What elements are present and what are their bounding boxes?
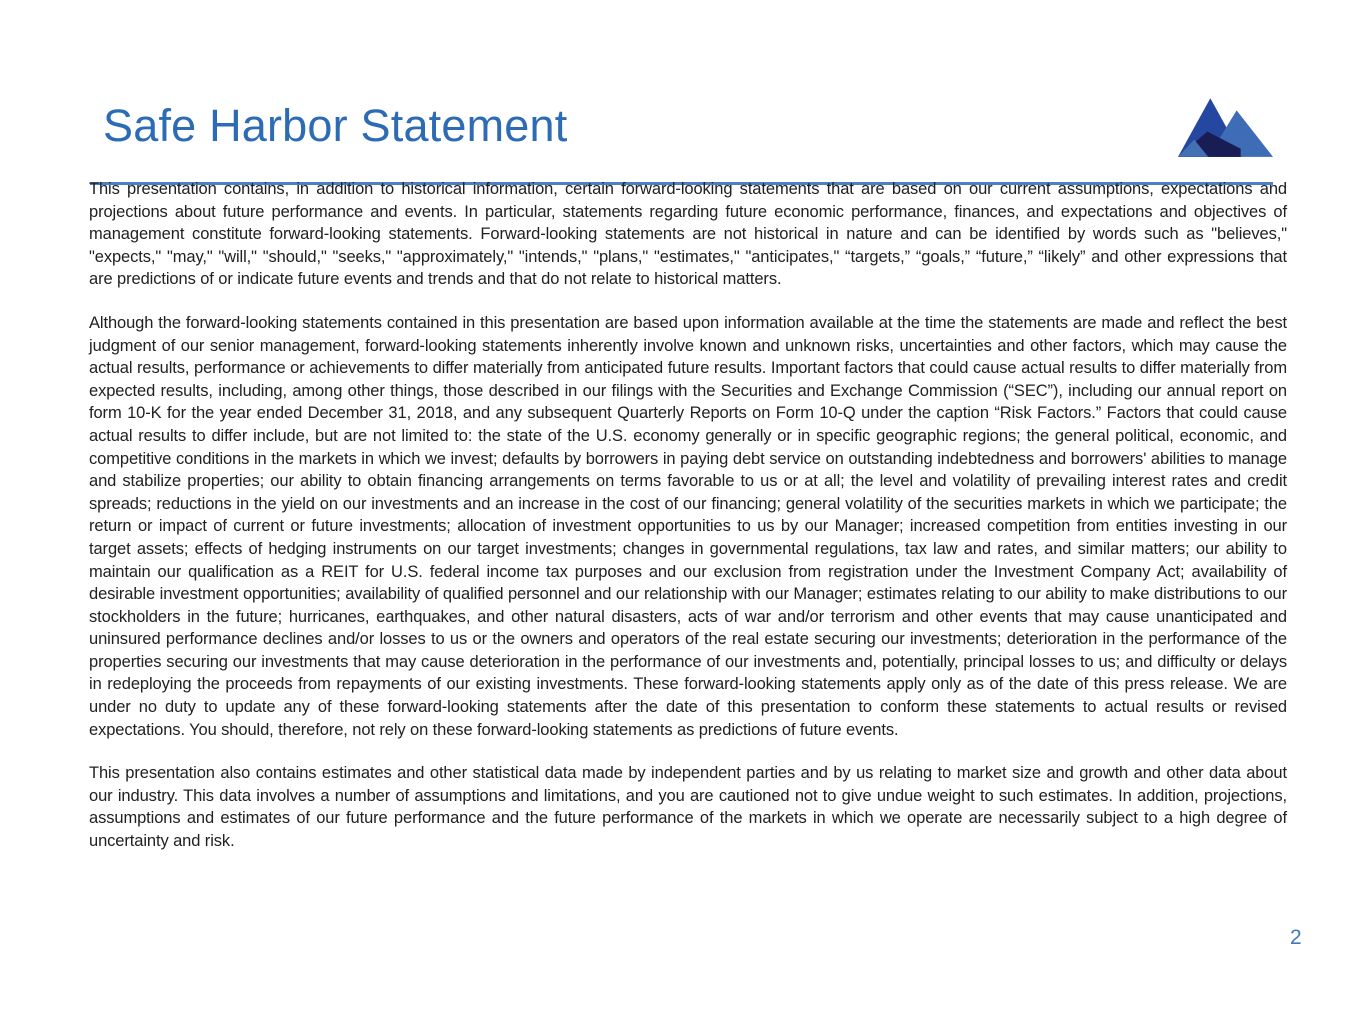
mountain-logo-icon: [1178, 95, 1273, 158]
body-paragraph: This presentation contains, in addition to historical information, certain forward-looking statements that are based on our current assumptions, expectations and projections about future performance and events. In particular, statements regarding future economic performance, finances, and expectations and objectives of management constitute forward-looking statements. Forward-looking statements are not historical in nature and can be identified by words such as "believes," "expects," "may," "will," "should," "seeks," "approximately," "intends," "plans," "estimates," "anticipates," “targets,” “goals,” “future,” “likely” and other expressions that are predictions of or indicate future events and trends and that do not relate to historical matters.: [89, 180, 1287, 289]
body-paragraph: Although the forward-looking statements contained in this presentation are based upon information available at the time the statements are made and reflect the best judgment of our senior management, forward-looking statements inherently involve known and unknown risks, uncertainties and other factors, which may cause the actual results, performance or achievements to differ materially from anticipated future results. Important factors that could cause actual results to differ materially from expected results, including, among other things, those described in our filings with the Securities and Exchange Commission (“SEC”), including our annual report on form 10-K for the year ended December 31, 2018, and any subsequent Quarterly Reports on Form 10-Q under the caption “Risk Factors.” Factors that could cause actual results to differ include, but are not limited to: the state of the U.S. economy generally or in specific geographic regions; the general political, economic, and competitive conditions in the markets in which we invest; defaults by borrowers in paying debt service on outstanding indebtedness and borrowers' abilities to manage and stabilize properties; our ability to obtain financing arrangements on terms favorable to us or at all; the level and volatility of prevailing interest rates and credit spreads; reductions in the yield on our investments and an increase in the cost of our financing; general volatility of the securities markets in which we participate; the return or impact of current or future investments; allocation of investment opportunities to us by our Manager; increased competition from entities investing in our target assets; effects of hedging instruments on our target investments; changes in governmental regulations, tax law and rates, and similar matters; our ability to maintain our qualification as a REIT for U.S. federal income tax purposes and our exclusion from registration under the Investment Company Act; availability of desirable investment opportunities; availability of qualified personnel and our relationship with our Manager; estimates relating to our ability to make distributions to our stockholders in the future; hurricanes, earthquakes, and other natural disasters, acts of war and/or terrorism and other events that may cause unanticipated and uninsured performance declines and/or losses to us or the owners and operators of the real estate securing our investments; deterioration in the performance of the properties securing our investments that may cause deterioration in the performance of our investments and, potentially, principal losses to us; and difficulty or delays in redeploying the proceeds from repayments of our existing investments. These forward-looking statements apply only as of the date of this press release. We are under no duty to update any of these forward-looking statements after the date of this presentation to conform these statements to actual results or revised expectations. You should, therefore, not rely on these forward-looking statements as predictions of future events.: [89, 313, 1287, 739]
page-number: 2: [1290, 926, 1302, 949]
page-title: Safe Harbor Statement: [103, 100, 568, 151]
body-paragraph: This presentation also contains estimates and other statistical data made by independent parties and by us relating to market size and growth and other data about our industry. This data involves a number of assumptions and limitations, and you are cautioned not to give undue weight to such estimates. In addition, projections, assumptions and estimates of our future performance and the future performance of the markets in which we operate are necessarily subject to a high degree of uncertainty and risk.: [89, 764, 1287, 851]
body-text: [89, 178, 1287, 874]
